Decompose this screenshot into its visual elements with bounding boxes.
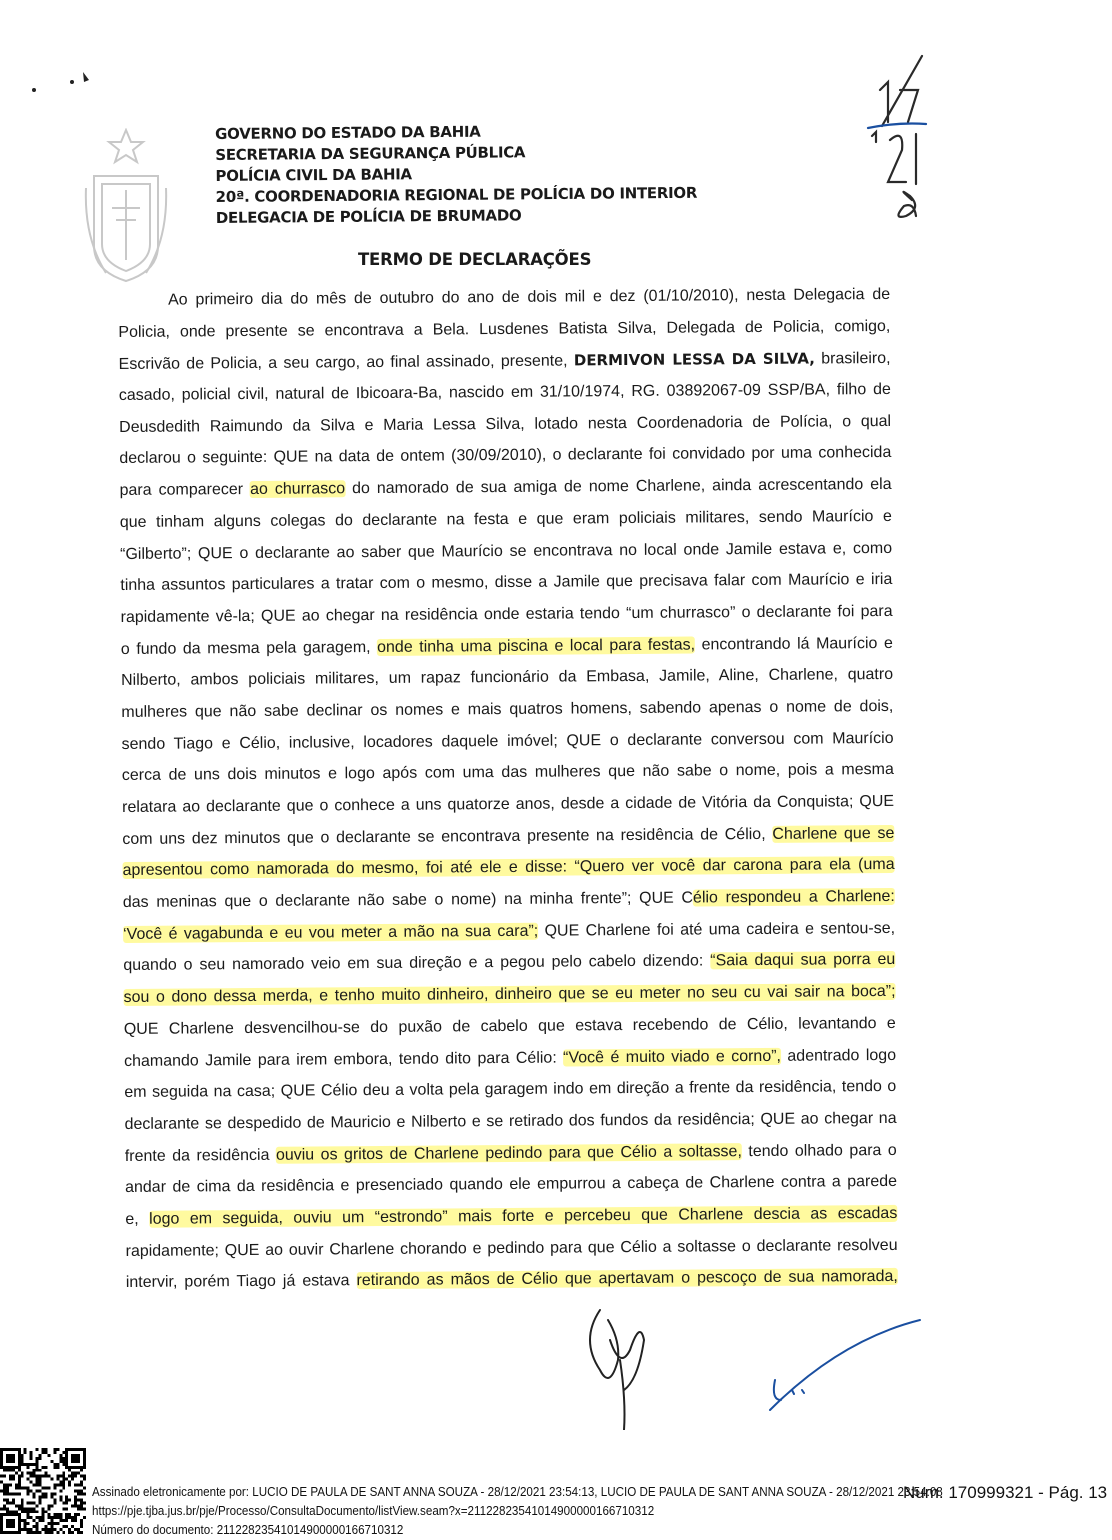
header-line-government: GOVERNO DO ESTADO DA BAHIA bbox=[215, 122, 481, 143]
highlighted-text: sou o dono dessa merda, e tenho muito dinheiro, dinheiro que se eu meter no seu cu vai sair na boca”; bbox=[123, 983, 896, 1007]
electronic-signature-footer bbox=[92, 1483, 943, 1540]
highlighted-text: ouviu os gritos de Charlene pedindo para que Célio a soltasse, bbox=[275, 1142, 742, 1164]
institution-header bbox=[215, 120, 697, 229]
declarant-name: DERMIVON LESSA DA SILVA, bbox=[573, 349, 815, 370]
text-segment: em seguida na casa; QUE Célio deu a volta pela garagem indo em direção a frente da residência, tendo o bbox=[124, 1078, 897, 1102]
text-segment: relatara ao declarante que o conhece a uns quatorze anos, desde a cidade de Vitória da Conquista; QUE bbox=[122, 792, 895, 816]
highlighted-text: retirando as mãos de Célio que apertavam o pescoço de sua namorada, bbox=[356, 1268, 898, 1290]
text-segment: sendo Tiago e Célio, inclusive, locadores daquele imóvel; QUE o declarante conversou com Maurício bbox=[121, 729, 894, 753]
header-line-secretariat: SECRETARIA DA SEGURANÇA PÚBLICA bbox=[215, 143, 526, 164]
text-segment: QUE Charlene desvencilhou-se do puxão de cabelo que estava recebendo de Célio, levantando e bbox=[123, 1014, 896, 1038]
text-segment: Escrivão de Policia, a seu cargo, ao final assinado, presente, bbox=[118, 352, 574, 374]
document-number-text: Número do documento: 21122823541014900000166710312 bbox=[92, 1523, 404, 1537]
text-segment: mulheres que não sabe declinar os nomes e mais quatros homens, sabendo apenas o nome de dois, bbox=[121, 697, 894, 721]
document-title: TERMO DE DECLARAÇÕES bbox=[358, 250, 592, 269]
text-line bbox=[126, 1263, 898, 1301]
text-segment: rapidamente; QUE ao ouvir Charlene chorando e pedindo para que Célio a soltasse o declarante resolveu bbox=[125, 1236, 898, 1260]
text-segment: casado, policial civil, natural de Ibicoara-Ba, nascido em 31/10/1974, RG. 03892067-09 SSP/BA, filho de bbox=[118, 380, 891, 405]
text-segment: intervir, porém Tiago já estava bbox=[125, 1272, 357, 1292]
declaration-body bbox=[118, 281, 898, 1301]
header-line-coordination: 20ª. COORDENADORIA REGIONAL DE POLÍCIA DO INTERIOR bbox=[215, 183, 698, 206]
text-segment: Deusdedith Raimundo da Silva e Maria Lessa Silva, lotado nesta Coordenadoria de Polícia, o qual bbox=[119, 412, 892, 436]
text-segment: com uns dez minutos que o declarante se encontrava presente na residência de Célio, bbox=[122, 825, 773, 848]
signed-by-text: Assinado eletronicamente por: LUCIO DE PAULA DE SANT ANNA SOUZA - 28/12/2021 23:54:13, LUCIO DE PAULA DE SANT ANNA SOUZA - 28/12/2021 23:54:08 bbox=[92, 1485, 943, 1499]
highlighted-text: ao churrasco bbox=[249, 480, 346, 499]
text-segment: o fundo da mesma pela garagem, bbox=[120, 638, 378, 658]
text-segment: andar de cima da residência e presenciado quando ele empurrou a cabeça de Charlene contra a parede bbox=[125, 1173, 898, 1197]
text-segment: chamando Jamile para irem embora, tendo dito para Célio: bbox=[124, 1049, 564, 1070]
highlighted-text: Charlene que se bbox=[772, 824, 895, 843]
text-segment: para comparecer bbox=[119, 481, 251, 500]
signatures bbox=[570, 1300, 950, 1430]
highlighted-text: apresentou como namorada do mesmo, foi até ele e disse: “Quero ver você dar carona para ela (uma bbox=[122, 856, 895, 880]
highlighted-text: onde tinha uma piscina e local para festas, bbox=[377, 636, 696, 656]
text-segment: Nilberto, ambos policiais militares, um rapaz funcionário da Embasa, Jamile, Aline, Charlene, quatro bbox=[121, 666, 894, 690]
highlighted-text: “Saia daqui sua porra eu bbox=[710, 951, 896, 970]
document-num-page: Num. 170999321 - Pág. 13 bbox=[903, 1483, 1108, 1502]
text-segment: Ao primeiro dia do mês de outubro do ano de dois mil e dez (01/10/2010), nesta Delegacia de bbox=[168, 285, 891, 309]
text-segment: encontrando lá Maurício e bbox=[694, 634, 893, 654]
highlighted-text: élio respondeu a Charlene: bbox=[692, 887, 895, 907]
document-url-link[interactable]: https://pje.tjba.jus.br/pje/Processo/ConsultaDocumento/listView.seam?x=21122823541014900000166710312 bbox=[92, 1504, 655, 1518]
text-segment: cerca de uns dois minutos e logo após com uma das mulheres que não sabe o nome, pois a mesma bbox=[121, 761, 894, 785]
text-segment: tendo olhado para o bbox=[741, 1141, 897, 1160]
text-segment: frente da residência bbox=[124, 1146, 276, 1165]
text-segment: quando o seu namorado veio em sua direção e a pegou pelo cabelo dizendo: bbox=[123, 952, 711, 975]
text-segment: adentrado logo bbox=[780, 1046, 897, 1065]
handwritten-page-mark bbox=[860, 50, 940, 225]
header-line-station: DELEGACIA DE POLÍCIA DE BRUMADO bbox=[215, 206, 522, 227]
text-segment: QUE Charlene foi até uma cadeira e sentou-se, bbox=[538, 919, 896, 940]
text-segment: das meninas que o declarante não sabe o nome) na minha frente”; QUE C bbox=[122, 889, 694, 912]
text-segment: declarou o seguinte: QUE na data de ontem (30/09/2010), o declarante foi convidado por uma conhecida bbox=[119, 444, 892, 468]
highlighted-text: “Você é muito viado e corno”, bbox=[563, 1047, 782, 1067]
document-qr-code[interactable] bbox=[0, 1448, 86, 1534]
scan-speck-marks bbox=[28, 68, 98, 98]
text-segment: rapidamente vê-la; QUE ao chegar na residência onde estaria tendo “um churrasco” o declarante foi para bbox=[120, 602, 893, 626]
text-segment: e, bbox=[125, 1210, 150, 1228]
highlighted-text: ‘Você é vagabunda e eu vou meter a mão na sua cara”; bbox=[123, 922, 539, 943]
text-segment: declarante se despedido de Mauricio e Nilberto e se retirado dos fundos da residência; QUE ao chegar na bbox=[124, 1109, 897, 1133]
text-segment: do namorado de sua amiga de nome Charlene, ainda acrescentando ela bbox=[345, 476, 892, 498]
header-line-police: POLÍCIA CIVIL DA BAHIA bbox=[215, 165, 412, 185]
highlighted-text: logo em seguida, ouviu um “estrondo” mais forte e percebeu que Charlene descia as escadas bbox=[149, 1204, 898, 1228]
text-segment: tinha assuntos particulares a tratar com o mesmo, disse a Jamile que precisava falar com Maurício e iria bbox=[120, 571, 893, 595]
text-segment: que tinham alguns colegas do declarante na festa e que eram policiais militares, sendo Maurício e bbox=[119, 507, 892, 531]
bahia-coat-of-arms-logo bbox=[84, 128, 168, 288]
text-segment: “Gilberto”; QUE o declarante ao saber que Maurício se encontrava no local onde Jamile estava e, como bbox=[120, 539, 893, 563]
text-segment: Policia, onde presente se encontrava a Bela. Lusdenes Batista Silva, Delegada de Policia, comigo, bbox=[118, 317, 891, 341]
text-segment: brasileiro, bbox=[814, 350, 891, 368]
